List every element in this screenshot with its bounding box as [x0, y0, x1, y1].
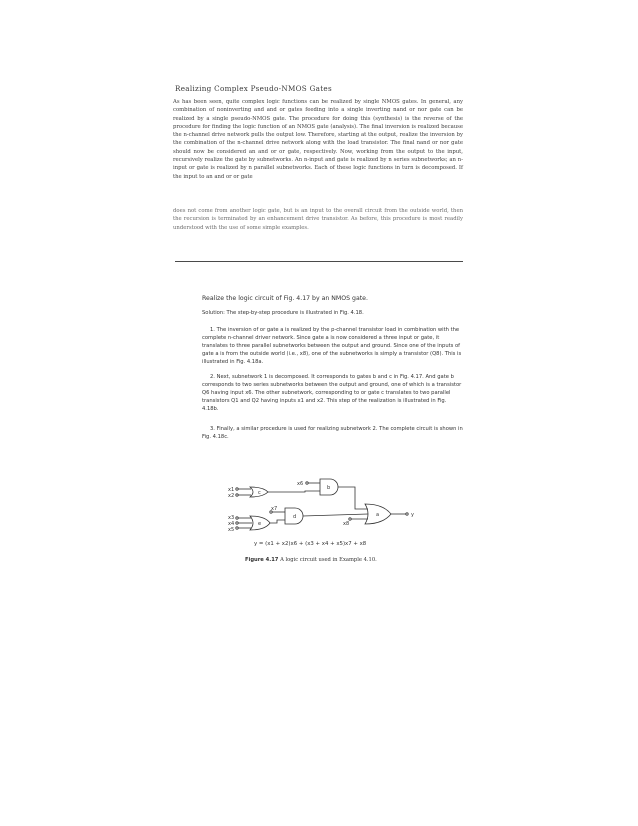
label-x7: x7: [271, 506, 278, 512]
figure-caption: [245, 557, 465, 563]
example-step-2-text: 2. Next, subnetwork 1 is decomposed. It corresponds to gates b and c in Fig. 4.17. And gate b corresponds to two series subnetworks between the output and ground, one of which is a transistor Q6 having input x6. The other subnetwork, corresponding to or gate c translates to two parallel transistors Q1 and Q2 having inputs x1 and x2. This step of the realization is illustrated in Fig. 4.18b.: [202, 374, 462, 412]
label-x8: x8: [343, 521, 350, 527]
example-step-3: [202, 425, 464, 441]
label-x3: x3: [228, 515, 235, 521]
label-x1: x1: [228, 487, 235, 493]
label-x2: x2: [228, 493, 235, 499]
example-step-1-text: 1. The inversion of or gate a is realized by the p-channel transistor load in combination with the complete n-channel driver network. Since gate a is now considered a three input or gate, it translates to three parallel subnetworks between the output and ground. Since one of the inputs of gate a is from the outside world (i.e., x8), one of the subnetworks is simply a transistor (Q8). This is illustrated in Fig. 4.18a.: [202, 327, 462, 365]
paragraph-1: As has been seen, quite complex logic functions can be realized by single NMOS gates. In general, any combination of noninverting and and or gates feeding into a single inverting nand or nor gate can be realized by a single pseudo-NMOS gate. The procedure for doing this (synthesis) is the reverse of the procedure for finding the logic function of an NMOS gate (analysis). The final inversion is realized because the n-channel drive network pulls the output low. Therefore, starting at the output, realize the inversion by the combination of the n-channel drive network along with the load transistor. The final nand or nor gate should now be considered an and or or gate, respectively. Now, working from the output to the input, recursively realize the gate by subnetworks. An n-input and gate is realized by n series subnetworks; an n-input or gate is realized by n parallel subnetworks. Each of these logic functions in turn is decomposed. If the input to an and or or gate: [173, 99, 463, 180]
gate-label-a: a: [376, 512, 380, 518]
output-label-y: y: [411, 512, 414, 518]
paragraph-2: does not come from another logic gate, but is an input to the overall circuit from the outside world, then the recursion is terminated by an enhancement drive transistor. As before, this procedure is most readily understood with the use of some simple examples.: [173, 208, 463, 231]
gate-label-c: c: [258, 490, 261, 496]
section-divider: [175, 261, 463, 262]
circuit-equation: y = (x1 + x2)x6 + (x3 + x4 + x5)x7 + x8: [254, 541, 367, 547]
example-step-2: [202, 373, 464, 413]
example-solution: Solution: The step-by-step procedure is illustrated in Fig. 4.18.: [202, 310, 364, 316]
section-heading: Realizing Complex Pseudo-NMOS Gates: [175, 84, 332, 93]
gate-label-d: d: [293, 514, 297, 520]
example-title: Realize the logic circuit of Fig. 4.17 by an NMOS gate.: [202, 295, 368, 302]
figure-caption-text: A logic circuit used in Example 4.10.: [280, 557, 377, 563]
gate-label-b: b: [327, 485, 331, 491]
figure-caption-label: Figure 4.17: [245, 557, 279, 563]
example-step-1: [202, 326, 464, 366]
label-x6: x6: [297, 481, 304, 487]
logic-circuit-diagram: [225, 472, 425, 567]
label-x5: x5: [228, 527, 235, 533]
example-step-3-text: 3. Finally, a similar procedure is used for realizing subnetwork 2. The complete circuit is shown in Fig. 4.18c.: [202, 426, 463, 440]
gate-label-e: e: [258, 521, 262, 527]
label-x4: x4: [228, 521, 235, 527]
